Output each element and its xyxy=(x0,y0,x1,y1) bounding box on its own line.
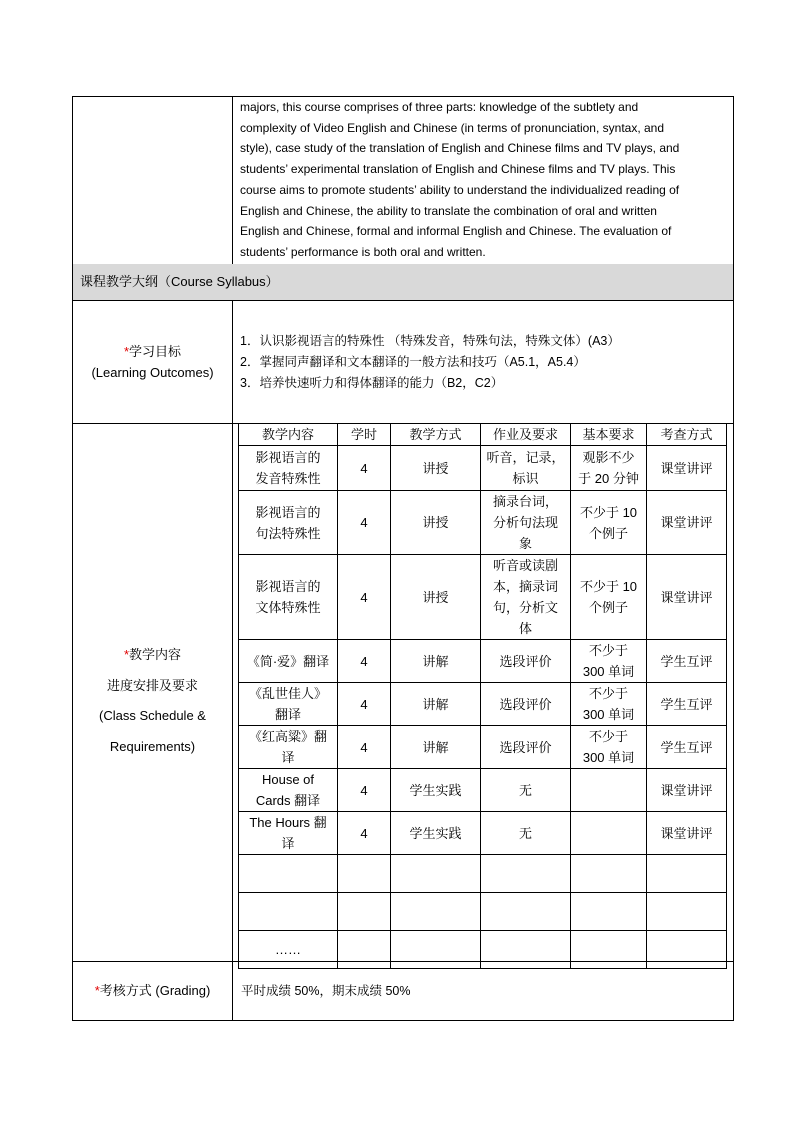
schedule-cell: 讲解 xyxy=(391,726,481,769)
schedule-cell xyxy=(239,893,338,931)
grading-label-text: 考核方式 (Grading) xyxy=(99,983,211,998)
schedule-cell: 4 xyxy=(338,555,391,640)
grading-value: 平时成绩 50%，期末成绩 50% xyxy=(241,984,411,998)
schedule-cell xyxy=(571,855,647,893)
schedule-cell xyxy=(571,769,647,812)
schedule-cell: 选段评价 xyxy=(481,726,571,769)
schedule-row xyxy=(239,855,727,893)
schedule-cell: 课堂讲评 xyxy=(647,812,727,855)
schedule-cell xyxy=(481,855,571,893)
schedule-cell xyxy=(338,893,391,931)
description-line: students’ performance is both oral and written. xyxy=(240,244,486,259)
schedule-cell: 不少于 10 个例子 xyxy=(571,555,647,640)
column-divider xyxy=(232,300,233,1021)
schedule-cell xyxy=(391,855,481,893)
description-line: English and Chinese, the ability to translate the combination of oral and written xyxy=(240,203,657,218)
schedule-cell: 听音，记录， 标识 xyxy=(481,446,571,491)
schedule-header-row xyxy=(239,424,727,446)
schedule-cell: 学生实践 xyxy=(391,769,481,812)
schedule-label-line: 进度安排及要求 xyxy=(106,677,198,693)
schedule-cell xyxy=(647,893,727,931)
schedule-cell xyxy=(239,855,338,893)
schedule-row xyxy=(239,893,727,931)
schedule-label xyxy=(73,640,232,762)
schedule-cell: 4 xyxy=(338,683,391,726)
schedule-cell: 学生互评 xyxy=(647,640,727,683)
schedule-header-cell: 学时 xyxy=(338,424,391,446)
schedule-cell: 课堂讲评 xyxy=(647,446,727,491)
outcome-item: 3．培养快速听力和得体翻译的能力（B2，C2） xyxy=(240,376,504,390)
required-marker: * xyxy=(123,647,130,662)
schedule-header-cell: 教学内容 xyxy=(239,424,338,446)
schedule-cell: 《简·爱》翻译 xyxy=(239,640,338,683)
description-line: majors, this course comprises of three parts: knowledge of the subtlety and xyxy=(240,100,639,114)
schedule-cell xyxy=(571,812,647,855)
schedule-cell: 摘录台词， 分析句法现 象 xyxy=(481,491,571,555)
schedule-row xyxy=(239,726,727,769)
schedule-cell: 不少于 300 单词 xyxy=(571,726,647,769)
section-title: 课程教学大纲（Course Syllabus） xyxy=(80,274,279,289)
schedule-cell xyxy=(647,855,727,893)
outcome-item: 1．认识影视语言的特殊性 （特殊发音，特殊句法，特殊文体）(A3） xyxy=(240,334,620,348)
description-line: style), case study of the translation of English and Chinese films and TV plays, and xyxy=(240,141,680,156)
schedule-header-cell: 基本要求 xyxy=(571,424,647,446)
schedule-cell: 学生互评 xyxy=(647,726,727,769)
schedule-cell: 影视语言的 文体特殊性 xyxy=(239,555,338,640)
schedule-row xyxy=(239,640,727,683)
schedule-label-line: (Class Schedule & xyxy=(99,708,206,723)
schedule-cell xyxy=(571,931,647,969)
schedule-cell: House of Cards 翻译 xyxy=(239,769,338,812)
schedule-cell: 观影不少 于 20 分钟 xyxy=(571,446,647,491)
schedule-cell: 课堂讲评 xyxy=(647,555,727,640)
schedule-cell: 《红高粱》翻 译 xyxy=(239,726,338,769)
schedule-cell: 不少于 10 个例子 xyxy=(571,491,647,555)
schedule-cell: 讲授 xyxy=(391,555,481,640)
schedule-cell: 4 xyxy=(338,491,391,555)
schedule-header-cell: 作业及要求 xyxy=(481,424,571,446)
schedule-cell: 4 xyxy=(338,640,391,683)
schedule-cell xyxy=(647,931,727,969)
schedule-cell: 影视语言的 句法特殊性 xyxy=(239,491,338,555)
schedule-cell: 4 xyxy=(338,769,391,812)
schedule-table xyxy=(238,423,727,969)
learning-outcomes-label-en: (Learning Outcomes) xyxy=(91,365,214,380)
schedule-cell: 选段评价 xyxy=(481,640,571,683)
schedule-cell: …… xyxy=(239,931,338,969)
schedule-row xyxy=(239,555,727,640)
description-line: course aims to promote students’ ability to understand the individualized reading of xyxy=(240,182,680,197)
schedule-row xyxy=(239,446,727,491)
schedule-cell: 学生实践 xyxy=(391,812,481,855)
schedule-cell: 无 xyxy=(481,769,571,812)
schedule-cell: 《乱世佳人》 翻译 xyxy=(239,683,338,726)
schedule-cell xyxy=(481,893,571,931)
schedule-cell: 听音或读剧 本，摘录词 句，分析文 体 xyxy=(481,555,571,640)
schedule-cell: 学生互评 xyxy=(647,683,727,726)
schedule-cell: 讲授 xyxy=(391,491,481,555)
schedule-cell: 讲解 xyxy=(391,640,481,683)
schedule-cell: 不少于 300 单词 xyxy=(571,640,647,683)
schedule-label-line: 教学内容 xyxy=(129,647,182,662)
outcome-item: 2．掌握同声翻译和文本翻译的一般方法和技巧（A5.1，A5.4） xyxy=(240,355,586,369)
schedule-row xyxy=(239,769,727,812)
grading-label xyxy=(73,962,232,1020)
schedule-cell: 4 xyxy=(338,812,391,855)
schedule-row xyxy=(239,683,727,726)
required-marker: * xyxy=(123,344,130,359)
schedule-cell xyxy=(391,893,481,931)
schedule-cell xyxy=(481,931,571,969)
learning-outcomes-label xyxy=(73,341,232,383)
schedule-cell: 讲授 xyxy=(391,446,481,491)
schedule-cell: 讲解 xyxy=(391,683,481,726)
schedule-cell: 选段评价 xyxy=(481,683,571,726)
schedule-cell xyxy=(571,893,647,931)
schedule-cell: 4 xyxy=(338,726,391,769)
schedule-header-cell: 教学方式 xyxy=(391,424,481,446)
course-description xyxy=(240,97,726,263)
schedule-cell: 无 xyxy=(481,812,571,855)
schedule-header-cell: 考查方式 xyxy=(647,424,727,446)
schedule-cell: 课堂讲评 xyxy=(647,491,727,555)
required-marker: * xyxy=(94,983,100,998)
schedule-cell: 4 xyxy=(338,446,391,491)
schedule-cell xyxy=(338,855,391,893)
column-divider xyxy=(232,96,233,264)
description-line: students’ experimental translation of English and Chinese films and TV plays. This xyxy=(240,162,676,177)
learning-outcomes-list xyxy=(240,331,620,394)
schedule-cell: The Hours 翻 译 xyxy=(239,812,338,855)
row-divider xyxy=(72,300,734,301)
schedule-row xyxy=(239,491,727,555)
schedule-cell: 课堂讲评 xyxy=(647,769,727,812)
description-line: complexity of Video English and Chinese (in terms of pronunciation, syntax, and xyxy=(240,120,665,135)
schedule-cell: 影视语言的 发音特殊性 xyxy=(239,446,338,491)
learning-outcomes-label-cn: 学习目标 xyxy=(129,344,182,359)
schedule-cell: 不少于 300 单词 xyxy=(571,683,647,726)
description-line: English and Chinese, formal and informal English and Chinese. The evaluation of xyxy=(240,224,672,239)
schedule-row xyxy=(239,812,727,855)
schedule-label-line: Requirements) xyxy=(109,738,196,754)
